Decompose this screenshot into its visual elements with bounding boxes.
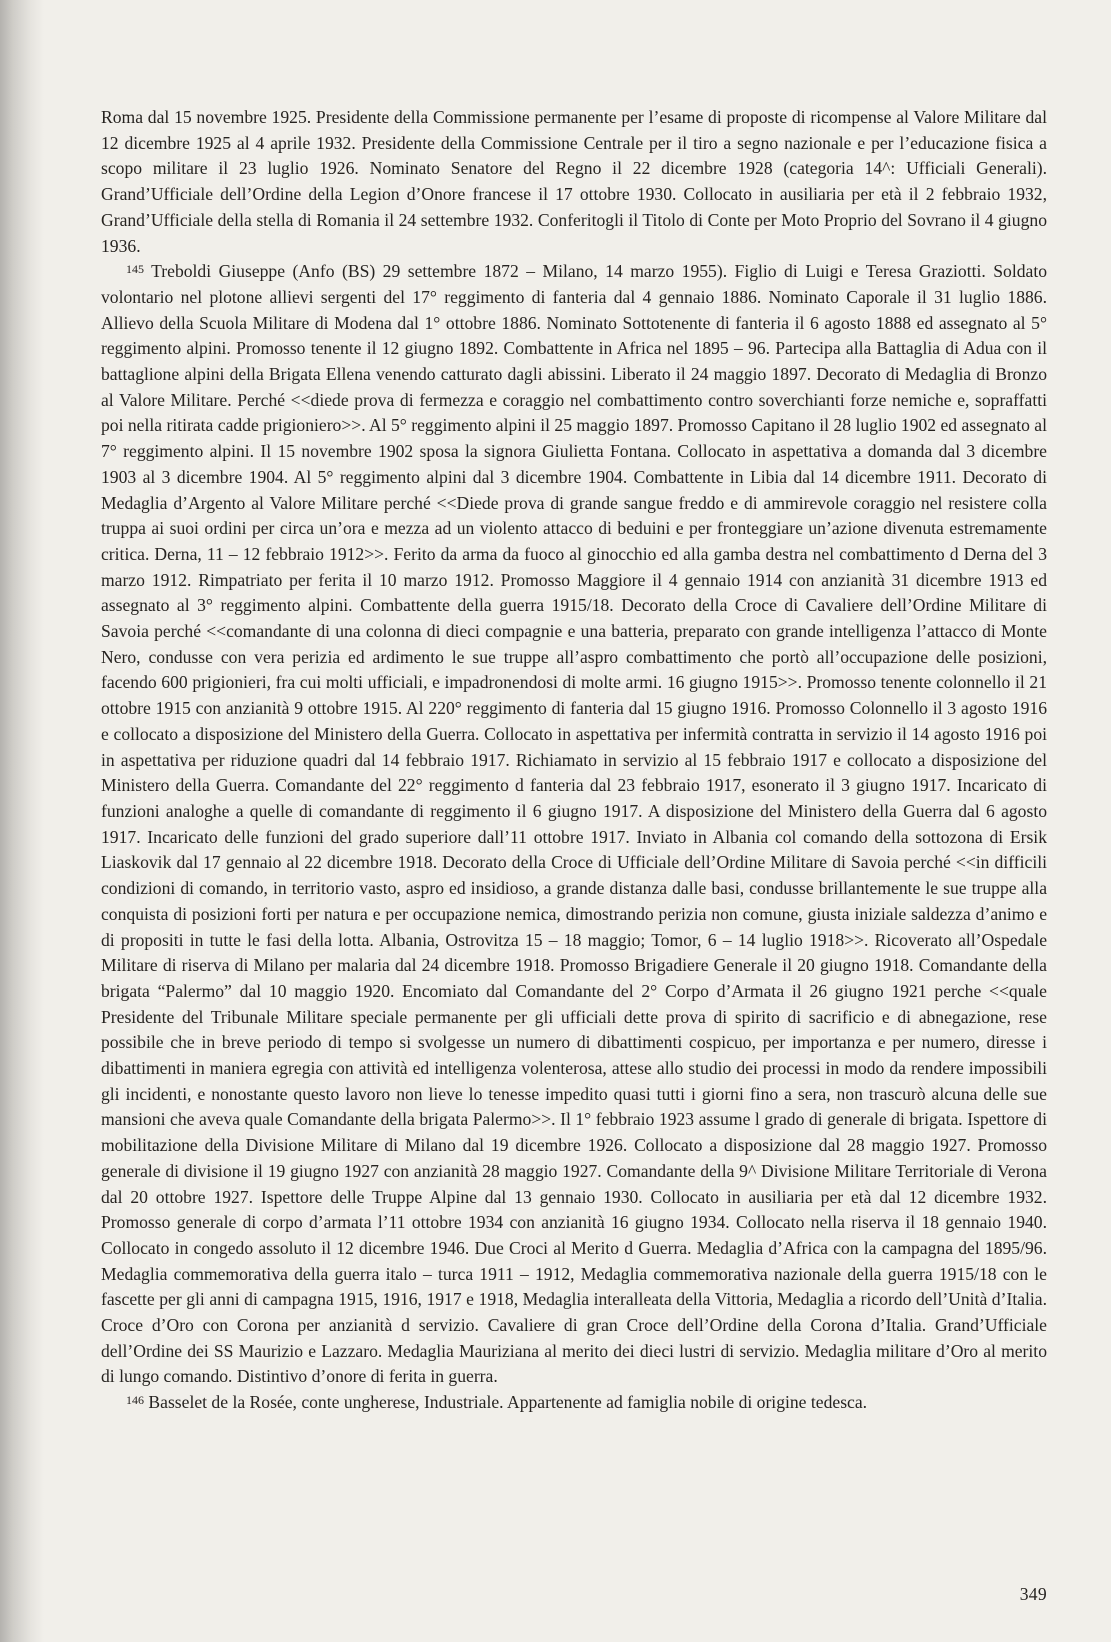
footnote-number: 146 (126, 1393, 144, 1408)
footnote-145 (101, 259, 1047, 1390)
continuation-paragraph: Roma dal 15 novembre 1925. Presidente della Commissione permanente per l’esame di proposte di ricompense al Valore Militare dal 12 dicembre 1925 al 4 aprile 1932. Presidente della Commissione Centrale per il tiro a segno nazionale e per l’educazione fisica a scopo militare il 23 luglio 1926. Nominato Senatore del Regno il 22 dicembre 1928 (categoria 14^: Ufficiali Generali). Grand’Ufficiale dell’Ordine della Legion d’Onore francese il 17 ottobre 1930. Collocato in ausiliaria per età il 2 febbraio 1932, Grand’Ufficiale della stella di Romania il 24 settembre 1932. Conferitogli il Titolo di Conte per Moto Proprio del Sovrano il 4 giugno 1936. (101, 107, 1047, 256)
footnote-number: 145 (126, 262, 144, 277)
page-body (101, 105, 1047, 1416)
footnote-text: Basselet de la Rosée, conte ungherese, Industriale. Appartenente ad famiglia nobile di origine tedesca. (148, 1392, 868, 1413)
footnote-text: Treboldi Giuseppe (Anfo (BS) 29 settembre 1872 – Milano, 14 marzo 1955). Figlio di Luigi e Teresa Graziotti. Soldato volontario nel plotone allievi sergenti del 17° reggimento di fanteria dal 4 gennaio 1886. Nominato Caporale il 31 luglio 1886. Allievo della Scuola Militare di Modena dal 1° ottobre 1886. Nominato Sottotenente di fanteria il 6 agosto 1888 ed assegnato al 5° reggimento alpini. Promosso tenente il 12 giugno 1892. Combattente in Africa nel 1895 – 96. Partecipa alla Battaglia di Adua con il battaglione alpini della Brigata Ellena venendo catturato dagli abissini. Liberato il 24 maggio 1897. Decorato di Medaglia di Bronzo al Valore Militare. Perché <<diede prova di fermezza e coraggio nel combattimento contro soverchianti forze nemiche e, sopraffatti poi nella ritirata cadde prigioniero>>. Al 5° reggimento alpini il 25 maggio 1897. Promosso Capitano il 28 luglio 1902 ed assegnato al 7° reggimento alpini. Il 15 novembre 1902 sposa la signora Giulietta Fontana. Collocato in aspettativa a domanda dal 3 dicembre 1903 al 3 dicembre 1904. Al 5° reggimento alpini dal 3 dicembre 1904. Combattente in Libia dal 14 dicembre 1911. Decorato di Medaglia d’Argento al Valore Militare perché <<Diede prova di grande sangue freddo e di ammirevole coraggio nel resistere colla truppa ai suoi ordini per circa un’ora e mezza ad un violento attacco di beduini e per fronteggiare un’azione divenuta estremamente critica. Derna, 11 – 12 febbraio 1912>>. Ferito da arma da fuoco al ginocchio ed alla gamba destra nel combattimento d Derna del 3 marzo 1912. Rimpatriato per ferita il 10 marzo 1912. Promosso Maggiore il 4 gennaio 1914 con anzianità 31 dicembre 1913 ed assegnato al 3° reggimento alpini. Combattente della guerra 1915/18. Decorato della Croce di Cavaliere dell’Ordine Militare di Savoia perché <<comandante di una colonna di dieci compagnie e una batteria, preparato con grande intelligenza l’attacco di Monte Nero, condusse con vera perizia ed ardimento le sue truppe all’aspro combattimento che portò all’occupazione delle posizioni, facendo 600 prigionieri, fra cui molti ufficiali, e impadronendosi di molte armi. 16 giugno 1915>>. Promosso tenente colonnello il 21 ottobre 1915 con anzianità 9 ottobre 1915. Al 220° reggimento di fanteria dal 15 giugno 1916. Promosso Colonnello il 3 agosto 1916 e collocato a disposizione del Ministero della Guerra. Collocato in aspettativa per infermità contratta in servizio il 14 agosto 1916 poi in aspettativa per riduzione quadri dal 14 febbraio 1917. Richiamato in servizio al 15 febbraio 1917 e collocato a disposizione del Ministero della Guerra. Comandante del 22° reggimento d fanteria dal 23 febbraio 1917, esonerato il 3 giugno 1917. Incaricato di funzioni analoghe a quelle di comandante di reggimento il 6 giugno 1917. A disposizione del Ministero della Guerra dal 6 agosto 1917. Incaricato delle funzioni del grado superiore dall’11 ottobre 1917. Inviato in Albania col comando della sottozona di Ersik Liaskovik dal 17 gennaio al 22 dicembre 1918. Decorato della Croce di Ufficiale dell’Ordine Militare di Savoia perché <<in difficili condizioni di comando, in territorio vasto, aspro ed insidioso, a grande distanza dalle basi, condusse brillantemente le sue truppe alla conquista di posizioni forti per natura e per occupazione nemica, dimostrando perizia non comune, giusta iniziale saldezza d’animo e di propositi in tutte le fasi della lotta. Albania, Ostrovitza 15 – 18 maggio; Tomor, 6 – 14 luglio 1918>>. Ricoverato all’Ospedale Militare di riserva di Milano per malaria dal 24 dicembre 1918. Promosso Brigadiere Generale il 20 giugno 1918. Comandante della brigata “Palermo” dal 10 maggio 1920. Encomiato dal Comandante del 2° Corpo d’Armata il 26 giugno 1921 perche <<quale Presidente del Tribunale Militare speciale permanente per gli ufficiali dette prova di spirito di sacrificio e di abnegazione, rese possibile che in breve periodo di tempo si svolgesse un numero di dibattimenti cospicuo, per importanza e per numero, diresse i dibattimenti in maniera egregia con attività ed intelligenza volenterosa, attese allo studio dei processi in modo da rendere impossibili gli incidenti, e nonostante questo lavoro non lieve lo tenesse impedito quasi tutti i giorni fino a sera, non trascurò alcuna delle sue mansioni che aveva quale Comandante della brigata Palermo>>. Il 1° febbraio 1923 assume l grado di generale di brigata. Ispettore di mobilitazione della Divisione Militare di Milano dal 19 dicembre 1926. Collocato a disposizione dal 28 maggio 1927. Promosso generale di divisione il 19 giugno 1927 con anzianità 28 maggio 1927. Comandante della 9^ Divisione Militare Territoriale di Verona dal 20 ottobre 1927. Ispettore delle Truppe Alpine dal 13 gennaio 1930. Collocato in ausiliaria per età dal 12 dicembre 1932. Promosso generale di corpo d’armata l’11 ottobre 1934 con anzianità 16 giugno 1934. Collocato nella riserva il 18 gennaio 1940. Collocato in congedo assoluto il 12 dicembre 1946. Due Croci al Merito d Guerra. Medaglia d’Africa con la campagna del 1895/96. Medaglia commemorativa della guerra italo – turca 1911 – 1912, Medaglia commemorativa nazionale della guerra 1915/18 con le fascette per gli anni di campagna 1915, 1916, 1917 e 1918, Medaglia interalleata della Vittoria, Medaglia a ricordo dell’Unità d’Italia. Croce d’Oro con Corona per anzianità d servizio. Cavaliere di gran Croce dell’Ordine della Corona d’Italia. Grand’Ufficiale dell’Ordine dei SS Maurizio e Lazzaro. Medaglia Mauriziana al merito dei dieci lustri di servizio. Medaglia militare d’Oro al merito di lungo comando. Distintivo d’onore di ferita in guerra. (101, 261, 1047, 1387)
page-gutter-shadow (0, 0, 44, 1642)
page-number: 349 (1019, 1584, 1047, 1604)
footnote-146 (101, 1390, 1047, 1416)
